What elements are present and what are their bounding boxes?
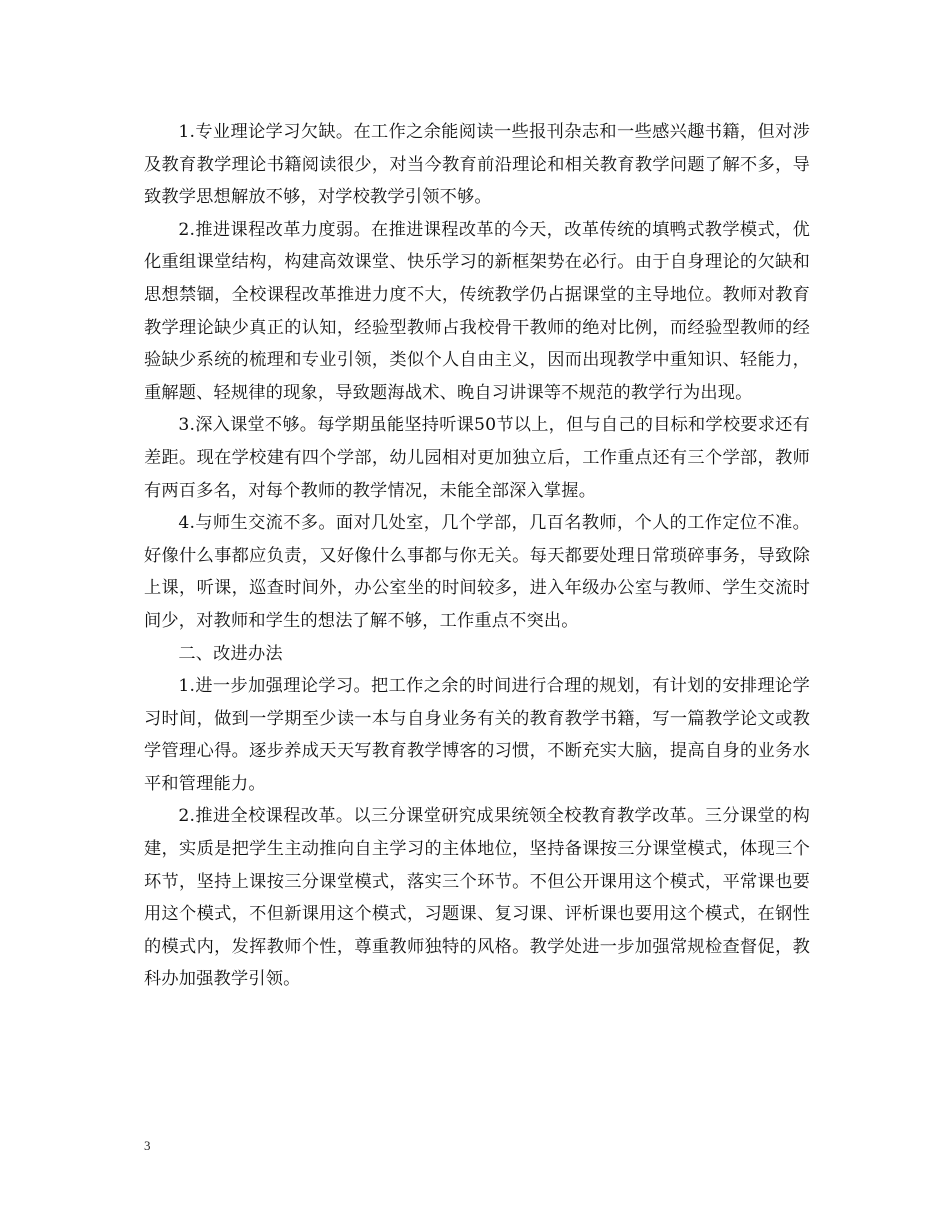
paragraph-strengthen-theory: 1.进一步加强理论学习。把工作之余的时间进行合理的规划，有计划的安排理论学习时间，做到一学期至少读一本与自身业务有关的教育教学书籍，写一篇教学论文或教学管理心得。逐步养成天天写教育教学博客的习惯，不断充实大脑，提高自身的业务水平和管理能力。 — [144, 676, 810, 794]
paragraph-communication-lacking: 4.与师生交流不多。面对几处室，几个学部，几百名教师，个人的工作定位不准。好像什么事都应负责，又好像什么事都与你无关。每天都要处理日常琐碎事务，导致除上课，听课，巡查时间外，办公室坐的时间较多，进入年级办公室与教师、学生交流时间少，对教师和学生的想法了解不够，工作重点不突出。 — [144, 513, 810, 631]
paragraph-promote-reform: 2.推进全校课程改革。以三分课堂研究成果统领全校教育教学改革。三分课堂的构建，实质是把学生主动推向自主学习的主体地位，坚持备课按三分课堂模式，体现三个环节，坚持上课按三分课堂模式，落实三个环节。不但公开课用这个模式，平常课也要用这个模式，不但新课用这个模式，习题课、复习课、评析课也要用这个模式，在钢性的模式内，发挥教师个性，尊重教师独特的风格。教学处进一步加强常规检查督促，教科办加强教学引领。 — [144, 806, 810, 990]
paragraph-classroom-insufficient: 3.深入课堂不够。每学期虽能坚持听课50节以上，但与自己的目标和学校要求还有差距。现在学校建有四个学部，幼儿园相对更加独立后，工作重点还有三个学部，教师有两百多名，对每个教师的教学情况，未能全部深入掌握。 — [144, 415, 810, 501]
paragraph-theory-study-lacking: 1.专业理论学习欠缺。在工作之余能阅读一些报刊杂志和一些感兴趣书籍，但对涉及教育教学理论书籍阅读很少，对当今教育前沿理论和相关教育教学问题了解不多，导致教学思想解放不够，对学校教学引领不够。 — [144, 122, 810, 208]
page-number: 3 — [144, 1138, 151, 1153]
paragraph-curriculum-reform-weak: 2.推进课程改革力度弱。在推进课程改革的今天，改革传统的填鸭式教学模式，优化重组课堂结构，构建高效课堂、快乐学习的新框架势在必行。由于自身理论的欠缺和思想禁锢，全校课程改革推进力度不大，传统教学仍占据课堂的主导地位。教师对教育教学理论缺少真正的认知，经验型教师占我校骨干教师的绝对比例，而经验型教师的经验缺少系统的梳理和专业引领，类似个人自由主义，因而出现教学中重知识、轻能力，重解题、轻规律的现象，导致题海战术、晚自习讲课等不规范的教学行为出现。 — [144, 219, 810, 403]
section-heading-improvement: 二、改进办法 — [178, 643, 283, 664]
document-body — [144, 116, 810, 996]
